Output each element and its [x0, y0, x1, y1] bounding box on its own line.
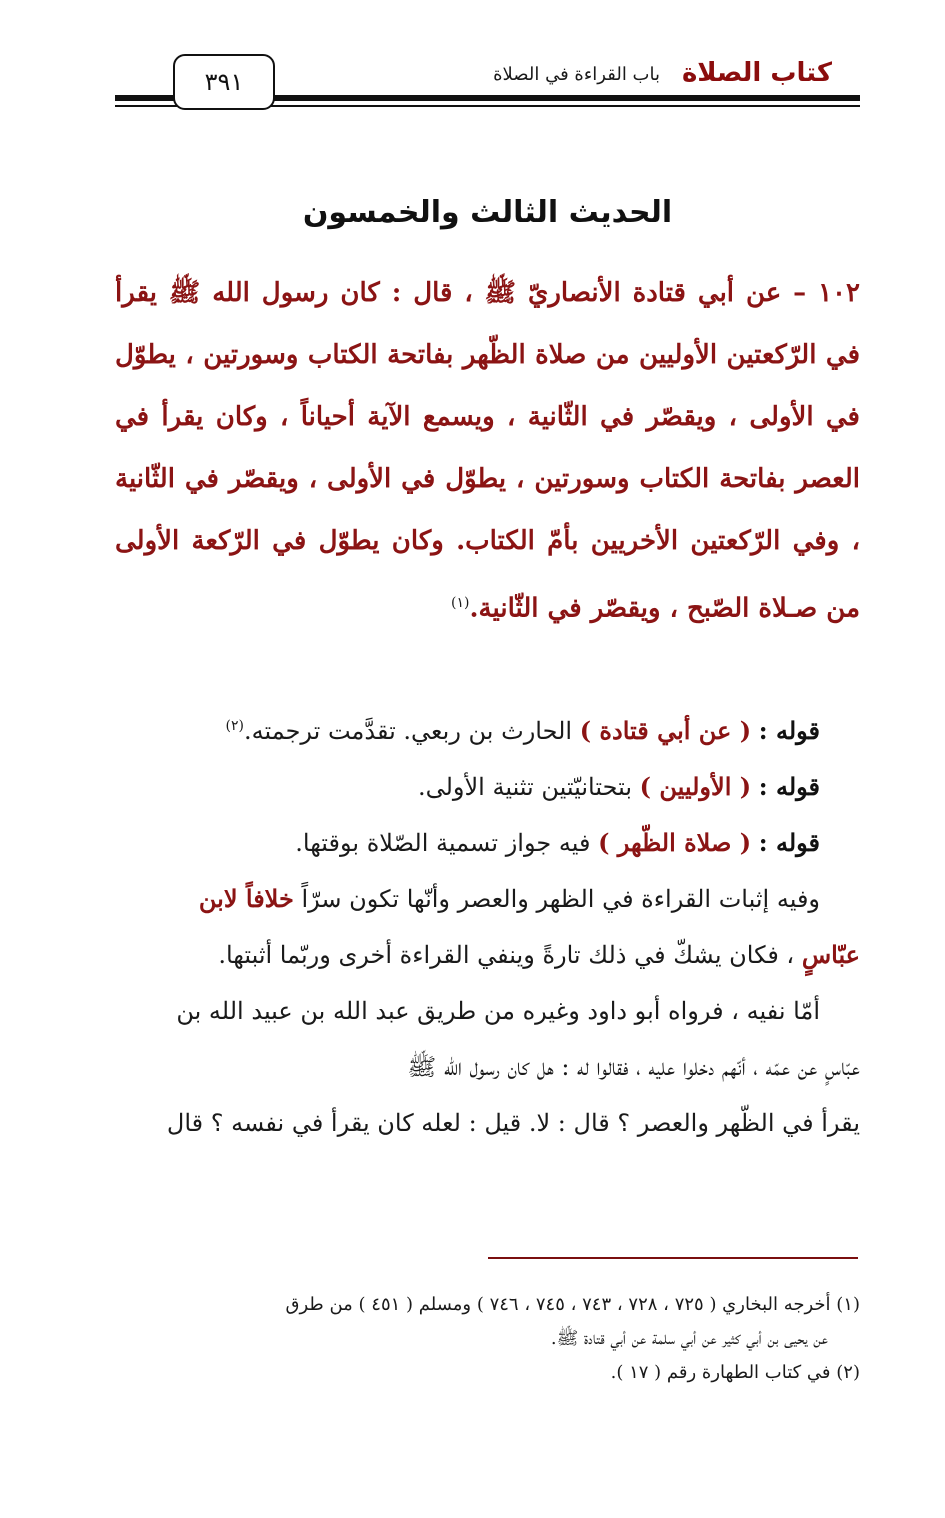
commentary-line-7: عبّاسٍ عن عمّه ، أنّهم دخلوا عليه ، فقالوا له : هل كان رسول الله ﷺ	[407, 1053, 860, 1081]
page-number: ٣٩١	[173, 54, 275, 110]
hadith-title: الحديث الثالث والخمسون	[302, 195, 673, 230]
commentary-label: قوله :	[758, 828, 820, 857]
footnote-1-continued: عن يحيى بن أبي كثير عن أبي سلمة عن أبي قتادة ﷺ.	[550, 1328, 828, 1349]
chapter-title: باب القراءة في الصلاة	[493, 64, 660, 85]
page-header	[115, 50, 860, 110]
commentary-line-5	[115, 927, 860, 983]
footnote-separator	[488, 1257, 858, 1259]
book-title	[682, 58, 832, 88]
commentary	[115, 698, 860, 1151]
hadith-body: ١٠٢ – عن أبي قتادة الأنصاريّ ﷺ ، قال : كان رسول الله ﷺ يقرأ في الرّكعتين الأوليين من صلاة الظّهر بفاتحة الكتاب وسورتين ، يطوّل في الأولى ، ويقصّر في الثّانية ، ويسمع الآية أحياناً ، وكان يقرأ في العصر بفاتحة الكتاب وسورتين ، يطوّل في الأولى ، ويقصّر في الثّانية ، وفي الرّكعتين الأخريين بأمّ الكتاب. وكان يطوّل في الرّكعة الأولى من صـلاة الصّبح ، ويقصّر في الثّانية.	[115, 278, 860, 624]
commentary-line-1	[115, 698, 860, 759]
commentary-line-4	[115, 871, 860, 927]
commentary-quote: ( صلاة الظّهر )	[598, 828, 752, 857]
commentary-label: قوله :	[758, 716, 820, 745]
commentary-line-3	[115, 815, 860, 871]
commentary-line-2	[115, 759, 860, 815]
commentary-quote: ( عن أبي قتادة )	[579, 716, 752, 745]
footnote-1: (١) أخرجه البخاري ( ٧٢٥ ، ٧٢٨ ، ٧٤٣ ، ٧٤٥ ، ٧٤٦ ) ومسلم ( ٤٥١ ) من طرق	[285, 1294, 860, 1315]
commentary-quote: ( الأوليين )	[639, 772, 752, 801]
footnotes	[115, 1288, 860, 1390]
book-title-text: كتاب الصلاة	[681, 58, 832, 88]
commentary-text: ، فكان يشكّ في ذلك تارةً وينفي القراءة أخرى وربّما أثبتها.	[218, 941, 795, 969]
footnote-ref-1: (١)	[451, 595, 470, 611]
commentary-label: قوله :	[758, 772, 820, 801]
footnote-2: (٢) في كتاب الطهارة رقم ( ١٧ ).	[610, 1362, 860, 1383]
commentary-text: بتحتانيّتين تثنية الأولى.	[417, 773, 633, 801]
commentary-highlight: عبّاسٍ	[801, 940, 860, 969]
commentary-text: فيه جواز تسمية الصّلاة بوقتها.	[295, 829, 591, 857]
commentary-text: الحارث بن ربعي. تقدَّمت ترجمته.	[243, 717, 573, 745]
commentary-text: وفيه إثبات القراءة في الظهر والعصر وأنّها تكون سرّاً	[301, 885, 820, 913]
footnote-ref-2: (٢)	[225, 718, 244, 734]
commentary-line-6: أمّا نفيه ، فرواه أبو داود وغيره من طريق عبد الله بن عبيد الله بن	[176, 997, 820, 1025]
commentary-line-8: يقرأ في الظّهر والعصر ؟ قال : لا. قيل : لعله كان يقرأ في نفسه ؟ قال	[166, 1109, 860, 1137]
commentary-highlight: خلافاً لابن	[198, 884, 294, 913]
hadith-text	[115, 262, 860, 640]
